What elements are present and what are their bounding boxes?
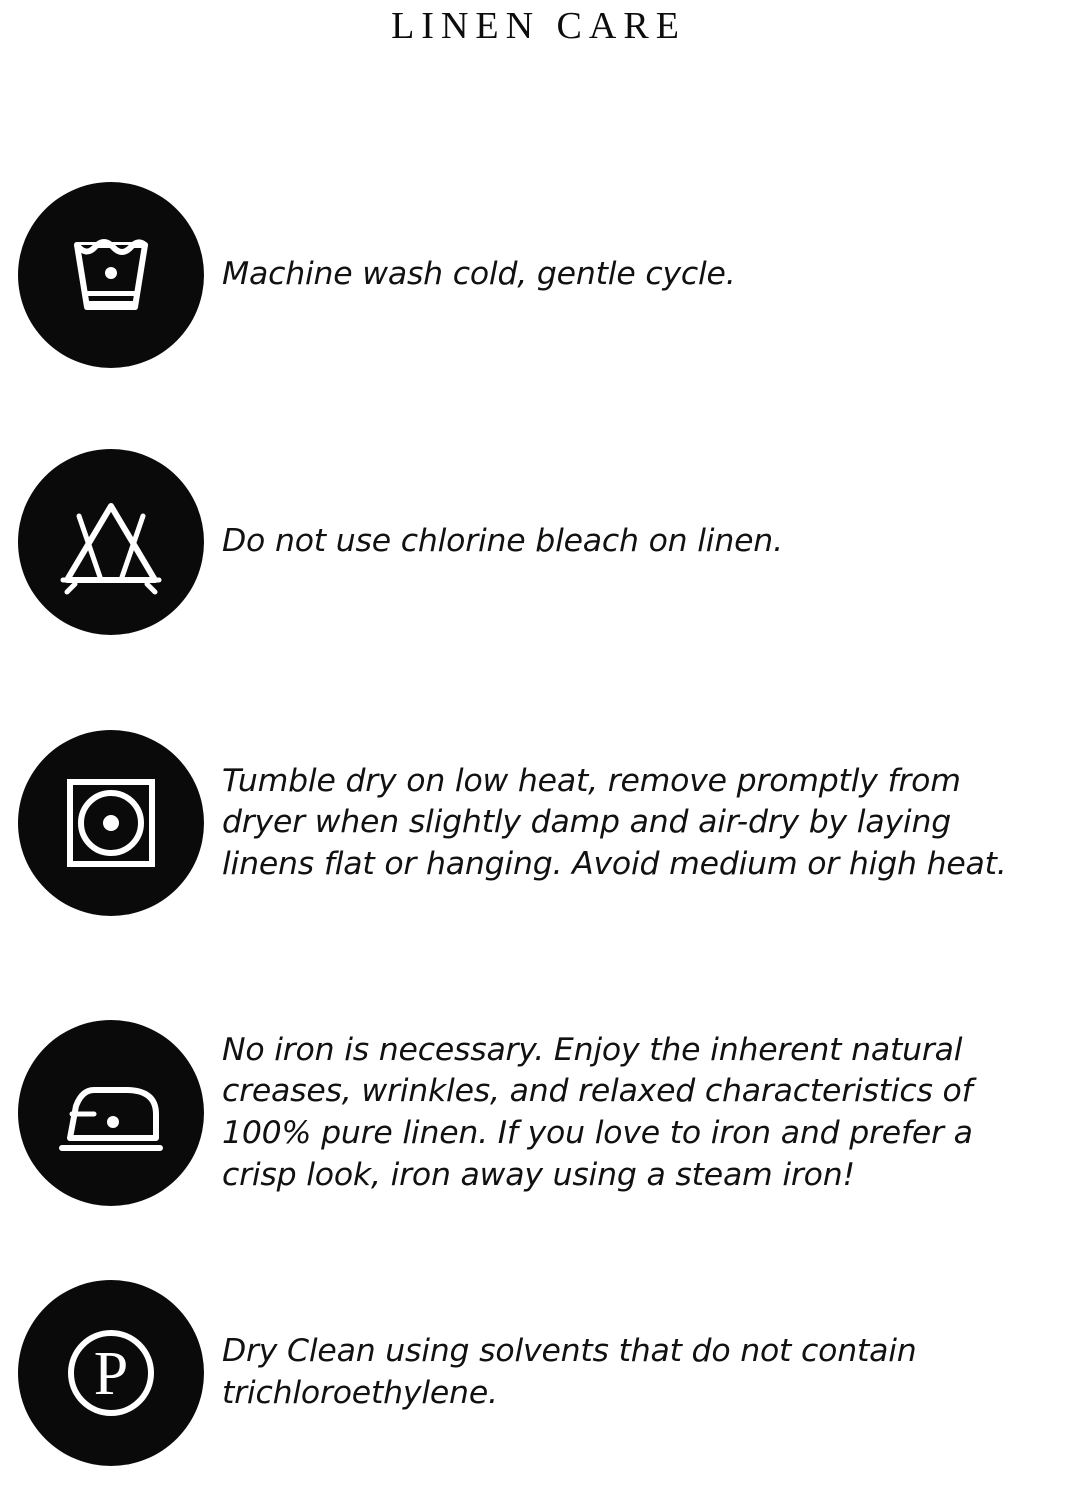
care-item-machine-wash [0,144,1057,406]
care-item-text: Do not use chlorine bleach on linen. [222,523,783,560]
tumble-dry-badge [18,730,204,916]
icon-cell [0,182,222,368]
care-instruction-list [0,144,1077,1488]
text-cell [222,1331,1057,1414]
dry-clean-badge [18,1280,204,1466]
tumble-dry-icon [52,764,170,882]
dry-clean-p-icon [52,1314,170,1432]
care-item-no-bleach [0,406,1057,678]
svg-text:P: P [93,1340,129,1408]
icon-cell [0,1020,222,1206]
text-cell [222,761,1057,886]
care-item-iron [0,968,1057,1258]
text-cell [222,254,1057,296]
icon-cell [0,449,222,635]
care-item-text: Dry Clean using solvents that do not contain trichloroethylene. [222,1333,917,1411]
care-item-tumble-dry [0,678,1057,968]
no-bleach-triangle-icon [49,480,173,604]
no-bleach-badge [18,449,204,635]
machine-wash-icon [51,215,171,335]
icon-cell [0,730,222,916]
iron-badge [18,1020,204,1206]
iron-icon [46,1054,176,1172]
text-cell [222,1030,1057,1196]
care-item-text: Machine wash cold, gentle cycle. [222,256,736,293]
care-item-dry-clean [0,1258,1057,1488]
care-item-text: Tumble dry on low heat, remove promptly from dryer when slightly damp and air-dry by laying linens flat or hanging. Avoid medium or high heat. [222,762,1007,882]
machine-wash-badge [18,182,204,368]
text-cell [222,521,1057,563]
care-item-text: No iron is necessary. Enjoy the inherent natural creases, wrinkles, and relaxed characteristics of 100% pure linen. If you love to iron and prefer a crisp look, iron away using a steam iron! [222,1031,973,1193]
icon-cell [0,1280,222,1466]
page-title: LINEN CARE [391,5,686,47]
